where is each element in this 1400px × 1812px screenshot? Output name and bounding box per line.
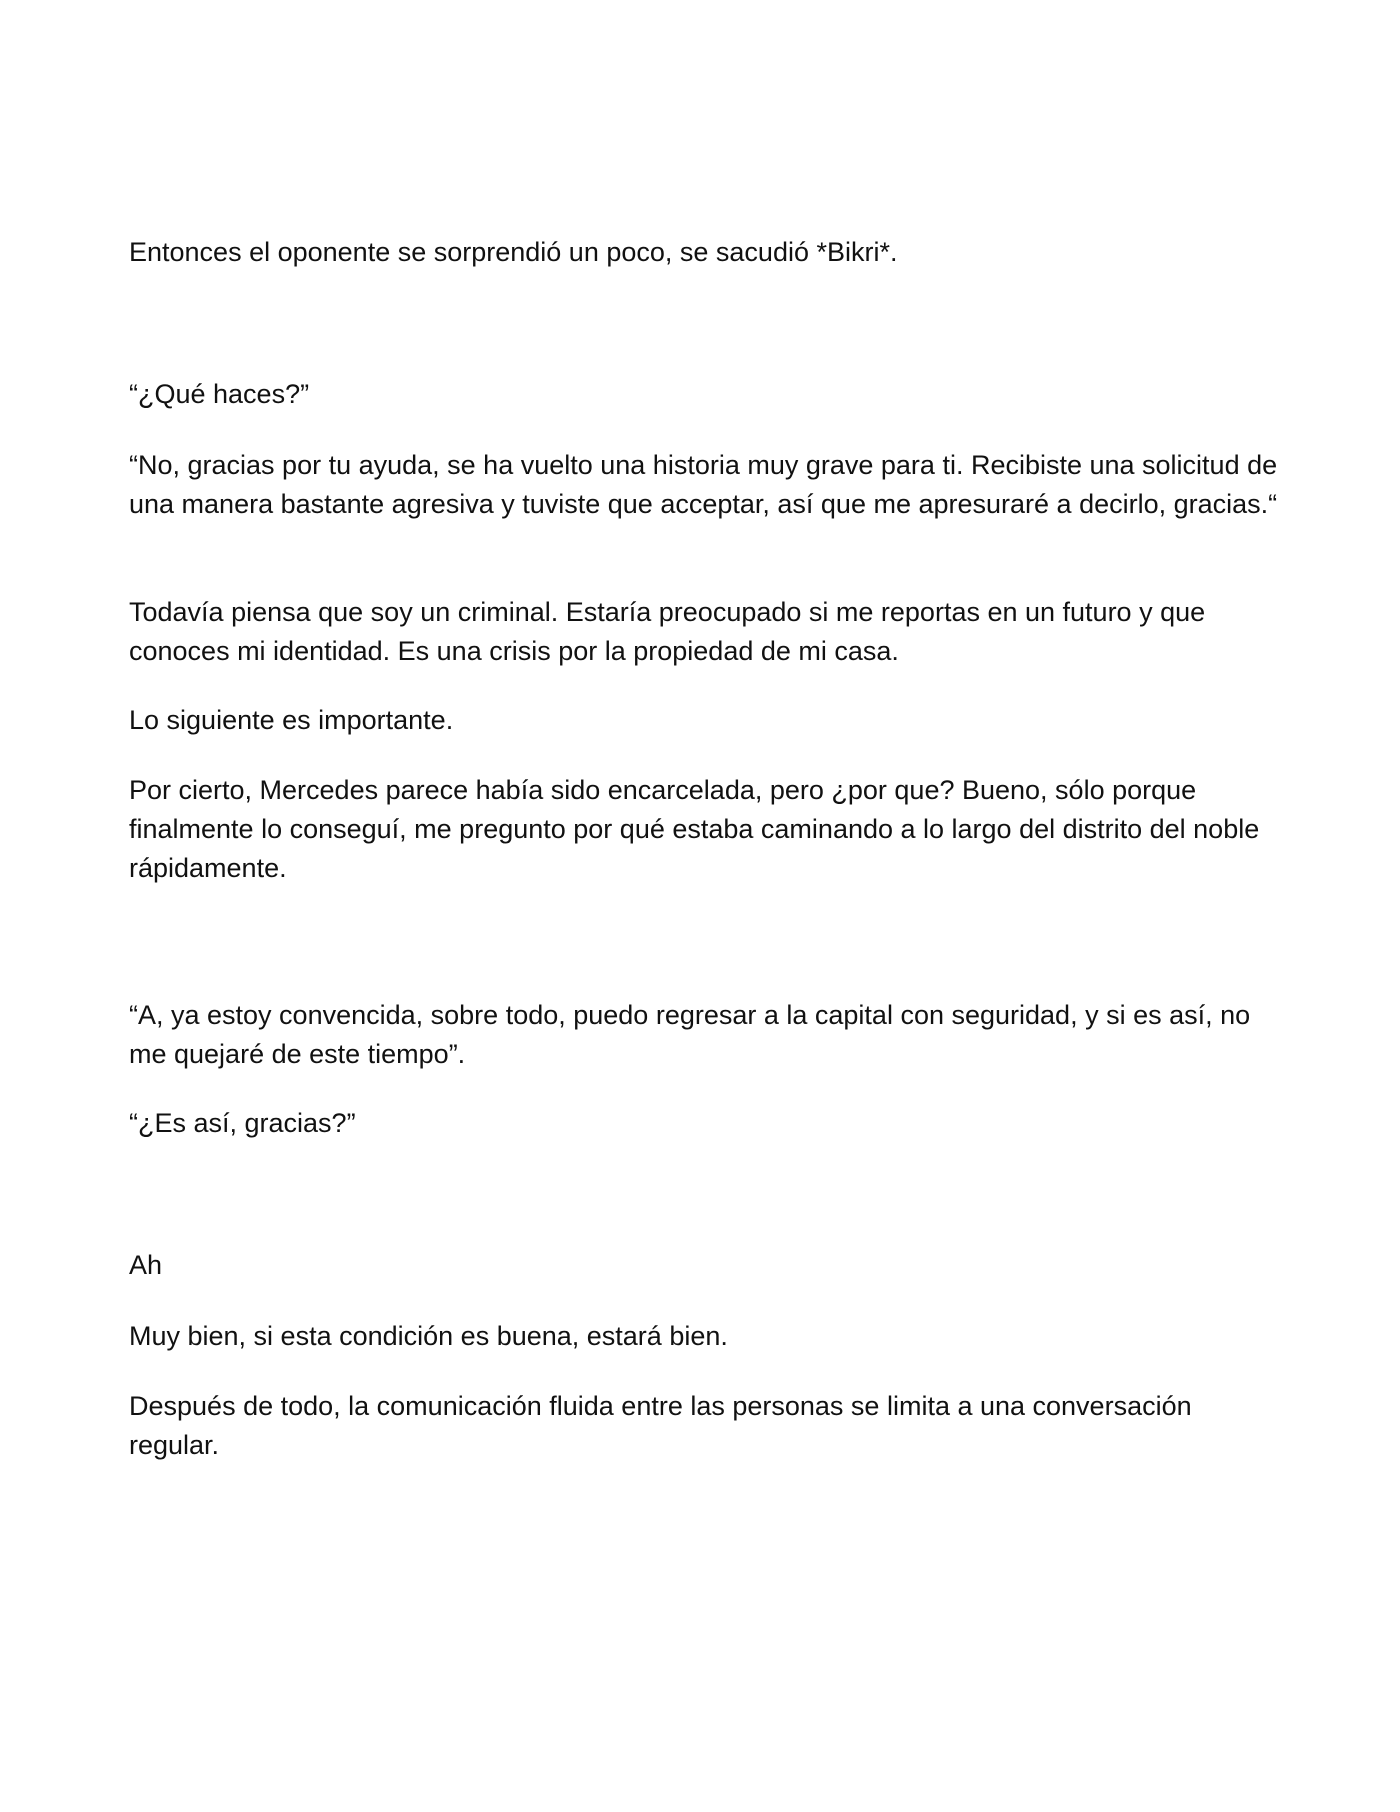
paragraph-is-that-so: “¿Es así, gracias?”: [129, 1108, 356, 1138]
paragraph-mercedes-imprisoned: Por cierto, Mercedes parece había sido encarcelada, pero ¿por que? Bueno, sólo porque finalmente lo conseguí, me pregunto por qué estaba caminando a lo largo del distrito del noble rápidamente.: [129, 775, 1260, 883]
paragraph-what-are-you-doing: “¿Qué haces?”: [129, 379, 310, 409]
paragraph-ah: Ah: [129, 1250, 163, 1280]
paragraph-very-well: Muy bien, si esta condición es buena, estará bien.: [129, 1321, 728, 1351]
paragraph-after-all: Después de todo, la comunicación fluida entre las personas se limita a una conversación regular.: [129, 1391, 1192, 1460]
paragraph-thinks-criminal: Todavía piensa que soy un criminal. Estaría preocupado si me reportas en un futuro y que conoces mi identidad. Es una crisis por la propiedad de mi casa.: [129, 597, 1206, 666]
paragraph-next-important: Lo siguiente es importante.: [129, 705, 454, 735]
paragraph-convinced: “A, ya estoy convencida, sobre todo, puedo regresar a la capital con seguridad, y si es así, no me quejaré de este tiempo”.: [129, 1000, 1251, 1069]
paragraph-thanks-for-help: “No, gracias por tu ayuda, se ha vuelto una historia muy grave para ti. Recibiste una solicitud de una manera bastante agresiva y tuviste que acceptar, así que me apresuraré a decirlo, gracias.“: [129, 450, 1278, 519]
paragraph-opponent-surprised: Entonces el oponente se sorprendió un poco, se sacudió *Bikri*.: [129, 237, 898, 267]
